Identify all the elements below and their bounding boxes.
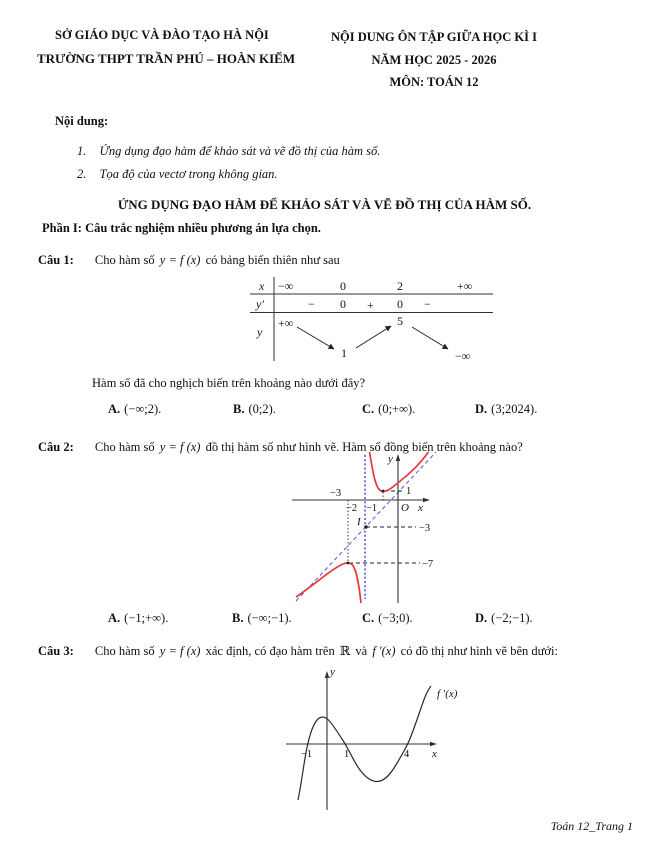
- center-point: [364, 525, 367, 528]
- arrow-down-icon: [412, 327, 448, 349]
- tbl-x-header: x: [259, 279, 265, 293]
- x-axis-arrow-icon: [430, 742, 437, 747]
- content-label: Nội dung:: [55, 114, 109, 128]
- option-value: (−∞;2).: [124, 402, 162, 416]
- x-axis-arrow-icon: [423, 498, 430, 503]
- list-item: [77, 167, 278, 182]
- header-left-line1: SỞ GIÁO DỤC VÀ ĐÀO TẠO HÀ NỘI: [55, 28, 269, 42]
- tbl-y-v2: 1: [341, 346, 347, 360]
- local-min-point: [382, 490, 385, 493]
- question-1-stem-pre: Cho hàm số: [94, 253, 155, 267]
- list-item-number: 1.: [77, 144, 87, 158]
- part-title: Phần I: Câu trắc nghiệm nhiều phương án lựa chọn.: [42, 221, 321, 235]
- option-value: (0;2).: [248, 402, 276, 416]
- tbl-y-v1: +∞: [278, 316, 294, 330]
- tbl-x-c2: 0: [340, 279, 346, 293]
- question-3-stem-math1: y = f (x): [159, 644, 201, 658]
- y-axis-label: y: [388, 453, 393, 465]
- tick-minus1: −1: [301, 749, 313, 760]
- derivative-label: f ′(x): [437, 688, 458, 700]
- tick-minus2: −2: [346, 503, 358, 514]
- question-2-stem-math: y = f (x): [159, 440, 201, 454]
- real-numbers-symbol: ℝ: [339, 643, 351, 658]
- tick-minus3: −3: [330, 488, 342, 499]
- question-3-stem: [38, 643, 558, 659]
- tick-y-minus7: −7: [422, 559, 434, 570]
- option-letter: C.: [362, 611, 375, 625]
- header-right-line2: NĂM HỌC 2025 - 2026: [371, 52, 497, 67]
- center-label: I: [357, 516, 361, 528]
- question-1-stem: [38, 253, 340, 268]
- x-axis-label: x: [418, 502, 423, 514]
- question-3-stem-math2: f ′(x): [372, 644, 396, 658]
- list-item-text: Ứng dụng đạo hàm để khảo sát và vẽ đồ thị của hàm số.: [99, 144, 381, 158]
- option-letter: A.: [108, 402, 121, 416]
- tbl-dy-z1: 0: [340, 297, 346, 311]
- origin-label: O: [401, 502, 409, 514]
- list-item-text: Tọa độ của vectơ trong không gian.: [99, 167, 278, 181]
- header-right-block: [316, 26, 552, 94]
- question-1-stem-math: y = f (x): [159, 253, 201, 267]
- tbl-dy-s2: +: [367, 298, 374, 312]
- question-3-stem-mid2: và: [355, 644, 368, 658]
- option-value: (3;2024).: [491, 402, 538, 416]
- y-axis-label: y: [330, 666, 335, 678]
- option-value: (−1;+∞).: [124, 611, 169, 625]
- list-item-number: 2.: [77, 167, 87, 181]
- question-2-label: Câu 2:: [38, 440, 74, 454]
- question-3-label: Câu 3:: [38, 644, 74, 658]
- function-graph-q2: [286, 448, 450, 608]
- curve-lower-branch: [296, 563, 361, 603]
- tbl-dy-s3: −: [424, 297, 431, 311]
- section-title: ỨNG DỤNG ĐẠO HÀM ĐỂ KHẢO SÁT VÀ VẼ ĐỒ THỊ CỦA HÀM SỐ.: [117, 197, 532, 212]
- option-letter: D.: [475, 402, 488, 416]
- variation-table: [248, 274, 498, 368]
- y-axis-arrow-icon: [396, 454, 401, 461]
- tbl-x-c1: −∞: [278, 279, 294, 293]
- header-left-line2: TRƯỜNG THPT TRẦN PHÚ – HOÀN KIẾM: [37, 51, 296, 66]
- page-footer: Toán 12_Trang 1: [550, 819, 633, 833]
- tbl-dy-s1: −: [308, 297, 315, 311]
- option-letter: B.: [232, 611, 244, 625]
- tbl-x-c4: +∞: [457, 279, 473, 293]
- header-right-line1: NỘI DUNG ÔN TẬP GIỮA HỌC KÌ I: [331, 30, 537, 44]
- tick-1: 1: [406, 486, 412, 497]
- tick-y-minus3: −3: [419, 523, 431, 534]
- option-letter: A.: [108, 611, 121, 625]
- tbl-y-header: y: [257, 325, 263, 339]
- question-1-stem-post: có bảng biến thiên như sau: [205, 253, 340, 267]
- y-axis-arrow-icon: [325, 671, 330, 678]
- header-right-line3: MÔN: TOÁN 12: [389, 75, 479, 89]
- x-axis-label: x: [432, 748, 437, 760]
- question-2-stem-pre: Cho hàm số: [94, 440, 155, 454]
- question-3-stem-mid1: xác định, có đạo hàm trên: [205, 644, 335, 658]
- tbl-dy-z2: 0: [397, 297, 403, 311]
- option-value: (−∞;−1).: [247, 611, 292, 625]
- option-letter: C.: [362, 402, 375, 416]
- arrow-up-icon: [356, 326, 391, 348]
- derivative-graph-q3: [281, 664, 471, 816]
- option-letter: D.: [475, 611, 488, 625]
- question-3-stem-post: có đồ thị như hình vẽ bên dưới:: [400, 644, 558, 658]
- option-value: (−3;0).: [378, 611, 413, 625]
- tbl-x-c3: 2: [397, 279, 403, 293]
- tbl-y-v4: −∞: [455, 349, 471, 363]
- question-1-label: Câu 1:: [38, 253, 74, 267]
- local-max-point: [347, 562, 350, 565]
- question-1-prompt: Hàm số đã cho nghịch biến trên khoảng nào dưới đây?: [92, 376, 366, 390]
- arrow-down-icon: [297, 327, 334, 349]
- tick-1: 1: [344, 749, 350, 760]
- option-value: (−2;−1).: [491, 611, 533, 625]
- derivative-curve: [298, 686, 431, 800]
- option-value: (0;+∞).: [378, 402, 416, 416]
- question-2-stem-post: đồ thị hàm số như hình vẽ. Hàm số đồng biến trên khoảng nào?: [205, 440, 523, 454]
- list-item: [77, 144, 380, 159]
- tick-4: 4: [404, 749, 410, 760]
- question-3-stem-pre: Cho hàm số: [94, 644, 155, 658]
- question-2-stem: [38, 440, 523, 455]
- tbl-y-v3: 5: [397, 314, 403, 328]
- tick-minus1: −1: [366, 503, 378, 514]
- option-letter: B.: [233, 402, 245, 416]
- tbl-dy-header: y′: [256, 297, 264, 311]
